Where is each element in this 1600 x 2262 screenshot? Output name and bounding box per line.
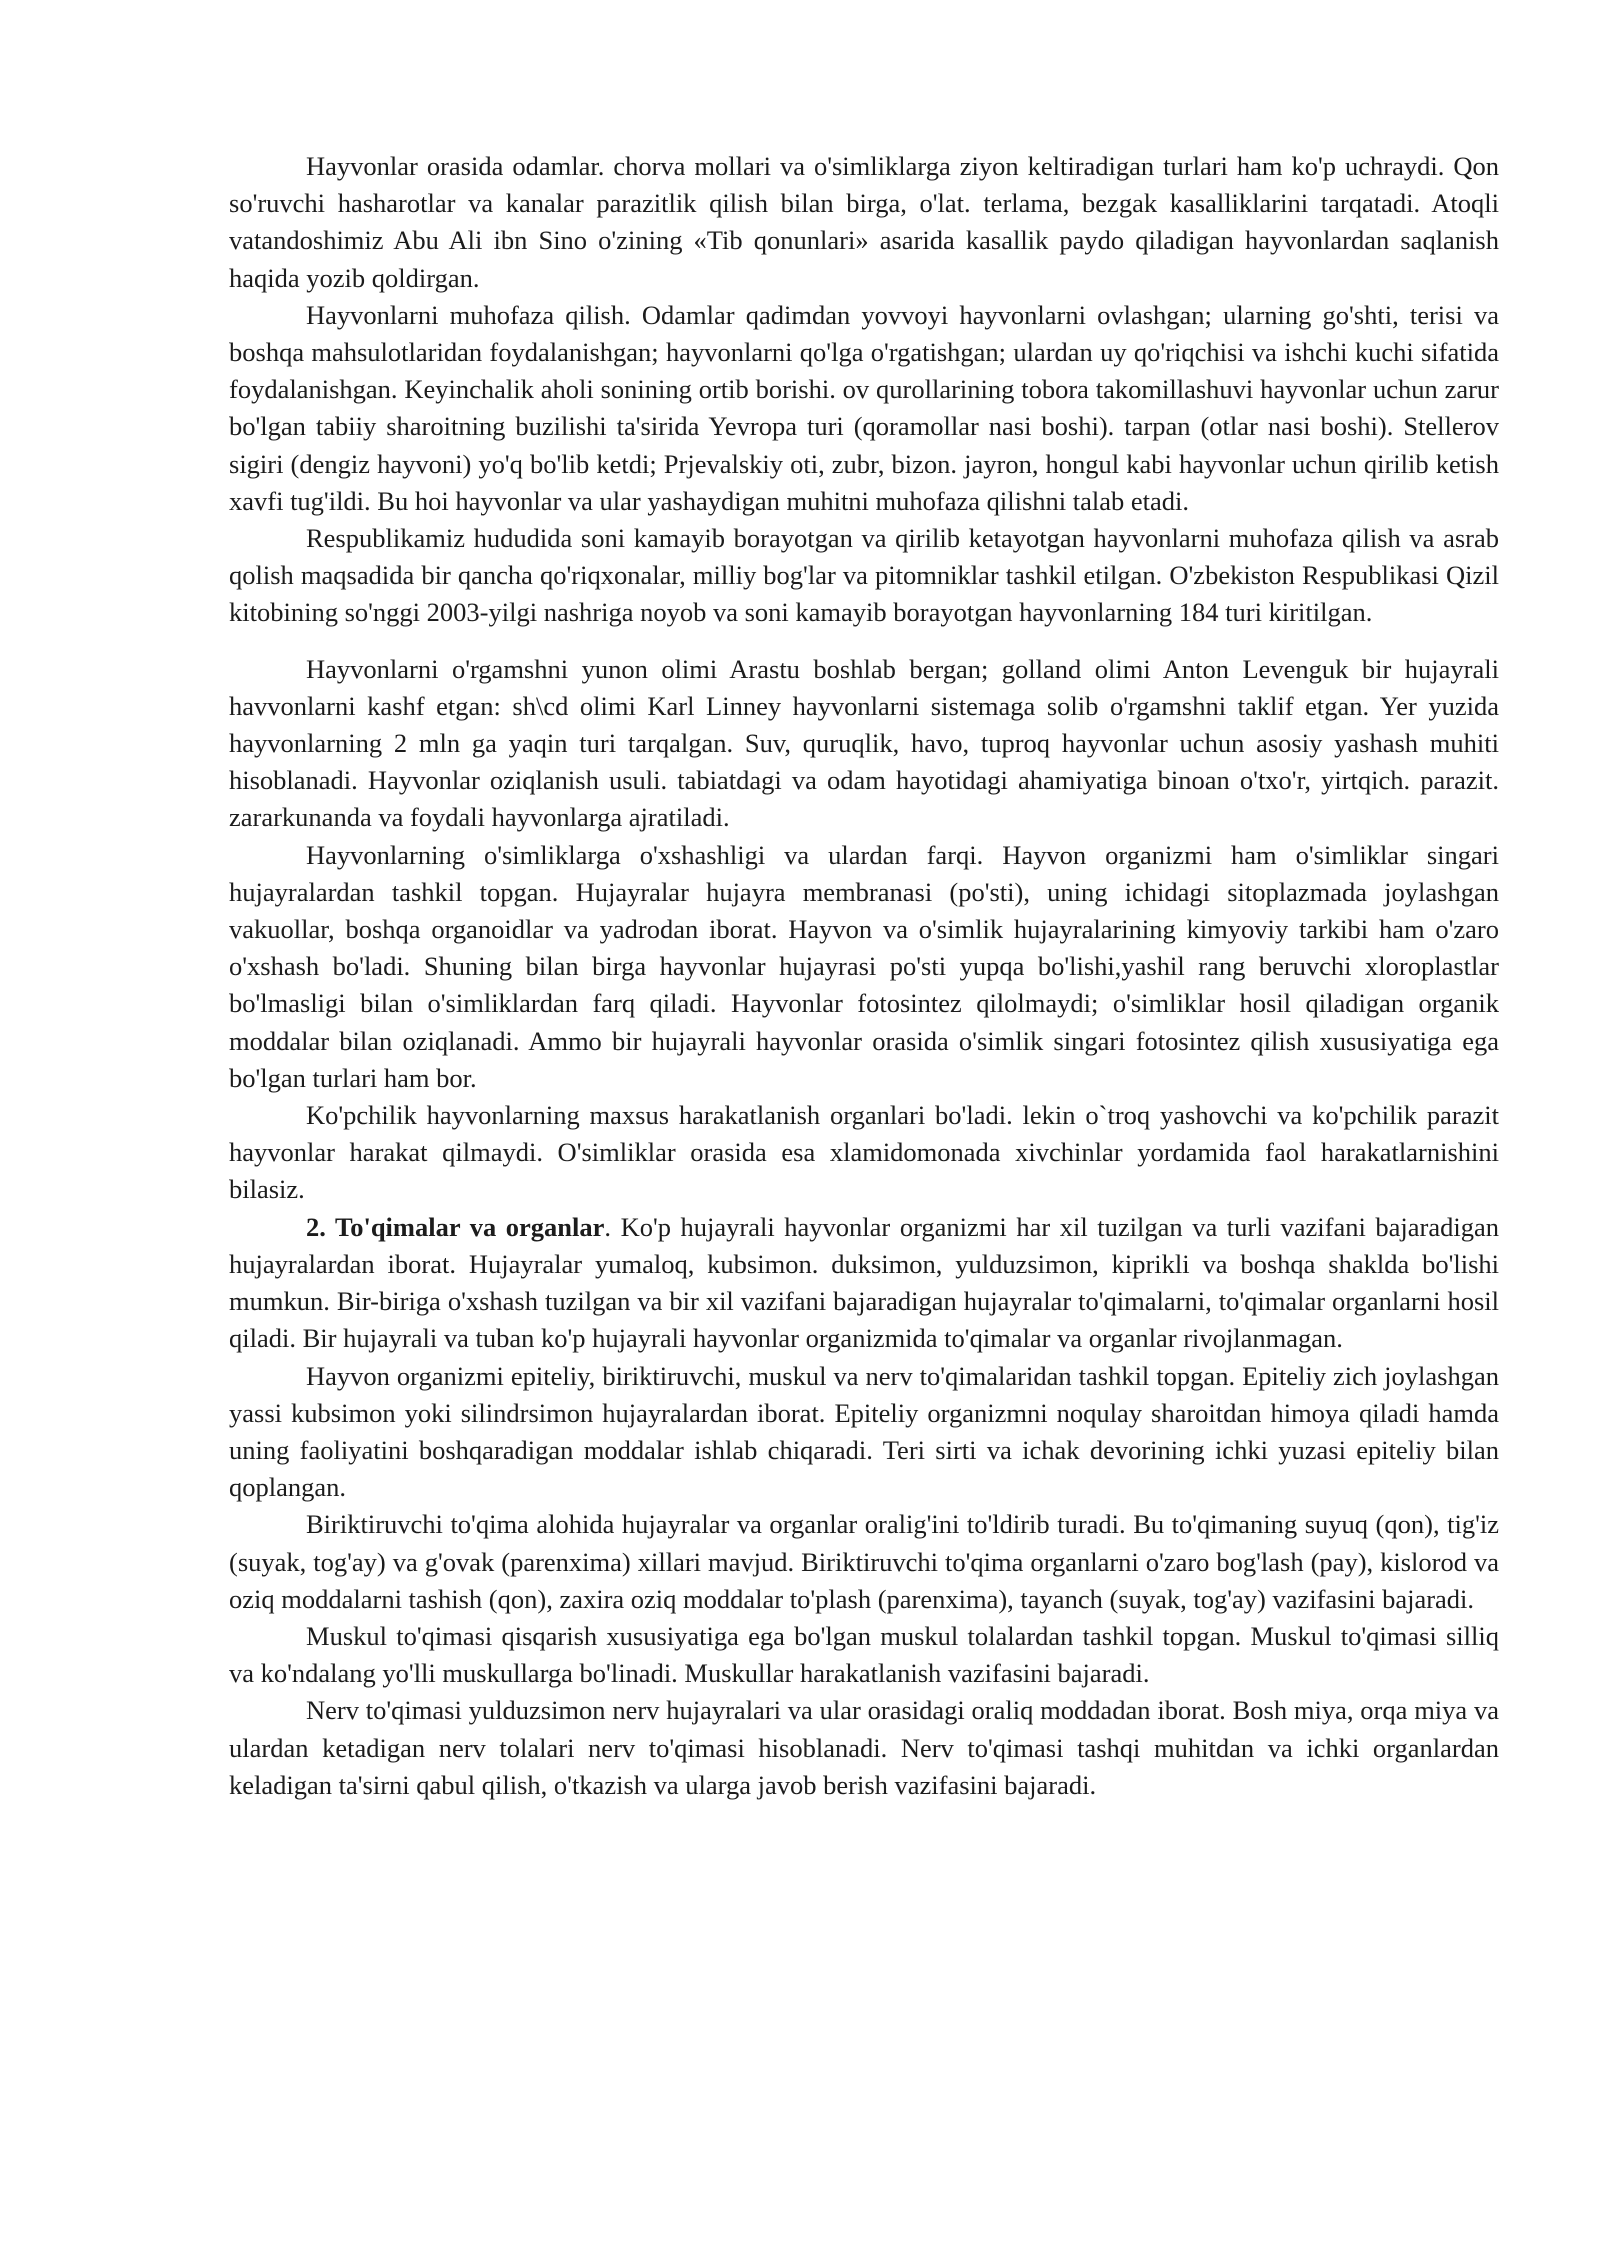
paragraph-text: . Ko'p hujayrali hayvonlar organizmi har xil tuzilgan va turli vazifani bajaradigan hujayralardan iborat. Hujayralar yumaloq, kubsimon. duksimon, yulduzsimon, kiprikli va boshqa shaklda bo'lishi mumkun. Bir-biriga o'xshash tuzilgan va bir xil vazifani bajaradigan hujayralar to'qimalarni, to'qimalar organlarni hosil qiladi. Bir hujayrali va tuban ko'p hujayrali hayvonlar organizmida to'qimalar va organlar rivojlanmagan. — [229, 1211, 1499, 1354]
document-page — [229, 148, 1499, 1804]
section-heading: 2. To'qimalar va organlar — [306, 1211, 605, 1242]
paragraph: Respublikamiz hududida soni kamayib borayotgan va qirilib ketayotgan hayvonlarni muhofaza qilish va asrab qolish maqsadida bir qancha qo'riqxonalar, milliy bog'lar va pitomniklar tashkil etilgan. O'zbekiston Respublikasi Qizil kitobining so'nggi 2003-yilgi nashriga noyob va soni kamayib borayotgan hayvonlarning 184 turi kiritilgan. — [229, 523, 1499, 628]
paragraph: Hayvonlarni muhofaza qilish. Odamlar qadimdan yovvoyi hayvonlarni ovlashgan; ularning go'shti, terisi va boshqa mahsulotlaridan foydalanishgan; hayvonlarni qo'lga o'rgatishgan; ulardan uy qo'riqchisi va ishchi kuchi sifatida foydalanishgan. Keyinchalik aholi sonining ortib borishi. ov qurollarining tobora takomillashuvi hayvonlar uchun zarur bo'lgan tabiiy sharoitning buzilishi ta'sirida Yevropa turi (qoramollar nasi boshi). tarpan (otlar nasi boshi). Stellerov sigiri (dengiz hayvoni) yo'q bo'lib ketdi; Prjevalskiy oti, zubr, bizon. jayron, hongul kabi hayvonlar uchun qirilib ketish xavfi tug'ildi. Bu hoi hayvonlar va ular yashaydigan muhitni muhofaza qilishni talab etadi. — [229, 299, 1499, 516]
paragraph: Hayvonlarning o'simliklarga o'xshashligi va ulardan farqi. Hayvon organizmi ham o'simliklar singari hujayralardan tashkil topgan. Hujayralar hujayra membranasi (po'sti), uning ichidagi sitoplazmada joylashgan vakuollar, boshqa organoidlar va yadrodan iborat. Hayvon va o'simlik hujayralarining kimyoviy tarkibi ham o'zaro o'xshash bo'ladi. Shuning bilan birga hayvonlar hujayrasi po'sti yupqa bo'lishi,yashil rang beruvchi xloroplastlar bo'lmasligi bilan o'simliklardan farq qiladi. Hayvonlar fotosintez qilolmaydi; o'simliklar hosil qiladigan organik moddalar bilan oziqlanadi. Ammo bir hujayrali hayvonlar orasida o'simlik singari fotosintez qilish xususiyatiga ega bo'lgan turlari ham bor. — [229, 839, 1499, 1093]
paragraph: Muskul to'qimasi qisqarish xususiyatiga ega bo'lgan muskul tolalardan tashkil topgan. Muskul to'qimasi silliq va ko'ndalang yo'lli muskullarga bo'linadi. Muskullar harakatlanish vazifasini bajaradi. — [229, 1620, 1499, 1689]
paragraph: Nerv to'qimasi yulduzsimon nerv hujayralari va ular orasidagi oraliq moddadan iborat. Bosh miya, orqa miya va ulardan ketadigan nerv tolalari nerv to'qimasi hisoblanadi. Nerv to'qimasi tashqi muhitdan va ichki organlardan keladigan ta'sirni qabul qilish, o'tkazish va ularga javob berish vazifasini bajaradi. — [229, 1695, 1499, 1800]
paragraph: Hayvon organizmi epiteliy, biriktiruvchi, muskul va nerv to'qimalaridan tashkil topgan. Epiteliy zich joylashgan yassi kubsimon yoki silindrsimon hujayralardan iborat. Epiteliy organizmni noqulay sharoitdan himoya qiladi hamda uning faoliyatini boshqaradigan moddalar ishlab chiqaradi. Teri sirti va ichak devorining ichki yuzasi epiteliy bilan qoplangan. — [229, 1360, 1499, 1503]
paragraph: Hayvonlarni o'rgamshni yunon olimi Arastu boshlab bergan; golland olimi Anton Levenguk bir hujayrali havvonlarni kashf etgan: sh\cd olimi Karl Linney hayvonlarni sistemaga solib o'rgamshni taklif etgan. Yer yuzida hayvonlarning 2 mln ga yaqin turi tarqalgan. Suv, quruqlik, havo, tuproq hayvonlar uchun asosiy yashash muhiti hisoblanadi. Hayvonlar oziqlanish usuli. tabiatdagi va odam hayotidagi ahamiyatiga binoan o'txo'r, yirtqich. parazit. zararkunanda va foydali hayvonlarga ajratiladi. — [229, 653, 1499, 833]
paragraph: Ko'pchilik hayvonlarning maxsus harakatlanish organlari bo'ladi. lekin o`troq yashovchi va ko'pchilik parazit hayvonlar harakat qilmaydi. O'simliklar orasida esa xlamidomonada xivchinlar yordamida faol harakatlarnishini bilasiz. — [229, 1100, 1499, 1205]
paragraph: Biriktiruvchi to'qima alohida hujayralar va organlar oralig'ini to'ldirib turadi. Bu to'qimaning suyuq (qon), tig'iz (suyak, tog'ay) va g'ovak (parenxima) xillari mavjud. Biriktiruvchi to'qima organlarni o'zaro bog'lash (pay), kislorod va oziq moddalarni tashish (qon), zaxira oziq moddalar to'plash (parenxima), tayanch (suyak, tog'ay) vazifasini bajaradi. — [229, 1509, 1499, 1614]
paragraph: Hayvonlar orasida odamlar. chorva mollari va o'simliklarga ziyon keltiradigan turlari ham ko'p uchraydi. Qon so'ruvchi hasharotlar va kanalar parazitlik qilish bilan birga, o'lat. terlama, bezgak kasalliklarini tarqatadi. Atoqli vatandoshimiz Abu Ali ibn Sino o'zining «Tib qonunlari» asarida kasallik paydo qiladigan hayvonlardan saqlanish haqida yozib qoldirgan. — [229, 151, 1499, 293]
paragraph-with-heading — [229, 1209, 1499, 1358]
